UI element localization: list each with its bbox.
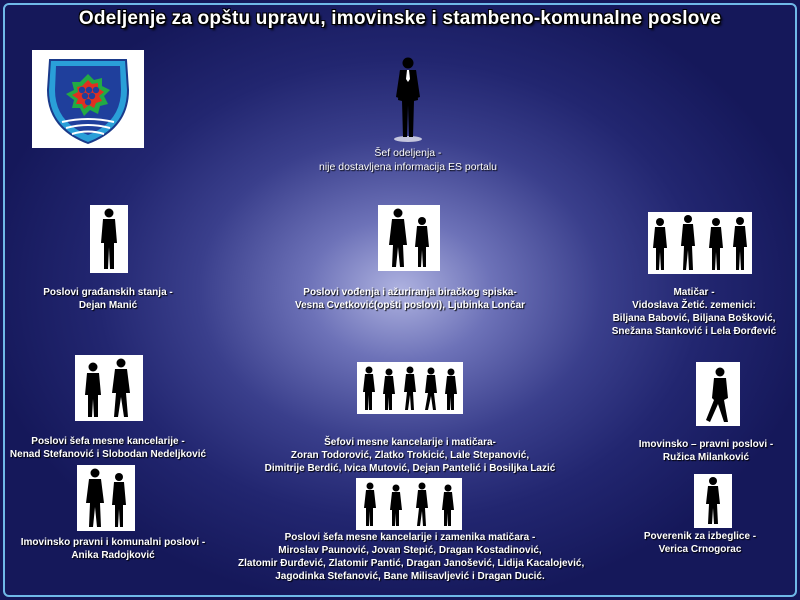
caption-line: Nenad Stefanović i Slobodan Nedeljković bbox=[9, 449, 207, 460]
caption-line: Poverenik za izbeglice - bbox=[643, 531, 757, 542]
two-people-silhouette-icon bbox=[378, 205, 440, 271]
four-people-silhouette-icon bbox=[356, 478, 462, 530]
caption-line: Poslovi građanskih stanja - bbox=[43, 287, 173, 298]
caption-line: Anika Radojković bbox=[71, 550, 155, 561]
unit-card-registrar bbox=[648, 212, 752, 274]
unit-card-civil-registry bbox=[90, 205, 128, 273]
caption-line: Imovinsko pravni i komunalni poslovi - bbox=[20, 537, 206, 548]
caption-line: Dejan Manić bbox=[78, 300, 138, 311]
caption-line: nije dostavljena informacija ES portalu bbox=[318, 161, 497, 173]
unit-card-local-office-deputy-registrar bbox=[356, 478, 462, 530]
municipal-coat-of-arms-icon bbox=[32, 50, 144, 148]
crest-card bbox=[32, 50, 144, 148]
caption-line: Poslovi šefa mesne kancelarije - bbox=[31, 436, 185, 447]
caption-line: Imovinsko – pravni poslovi - bbox=[638, 439, 774, 450]
unit-caption-voter-list bbox=[282, 286, 538, 312]
caption-line: Poslovi vođenja i ažuriranja biračkog spiska- bbox=[303, 287, 517, 298]
person-silhouette-icon bbox=[90, 205, 128, 273]
caption-line: Vesna Cvetković(opšti poslovi), Ljubinka Lončar bbox=[294, 300, 526, 311]
caption-line: Zoran Todorović, Zlatko Trokicić, Lale Stepanović, bbox=[290, 450, 530, 461]
caption-line: Dimitrije Berdić, Ivica Mutović, Dejan Pantelić i Bosiljka Lazić bbox=[264, 463, 556, 474]
chief-caption bbox=[270, 146, 546, 174]
unit-caption-property-legal bbox=[608, 438, 800, 464]
caption-line: Miroslav Paunović, Jovan Stepić, Dragan Kostadinović, bbox=[278, 545, 542, 556]
caption-line: Snežana Stanković i Lela Đorđević bbox=[611, 326, 777, 337]
caption-line: Verica Crnogorac bbox=[658, 544, 742, 555]
caption-line: Šef odeljenja - bbox=[374, 147, 442, 159]
unit-caption-registrar bbox=[590, 286, 798, 338]
department-title: Odeljenje za opštu upravu, imovinske i stambeno-komunalne poslove bbox=[78, 8, 722, 29]
unit-caption-refugee-commissioner bbox=[612, 530, 788, 556]
unit-card-property-legal bbox=[696, 362, 740, 426]
caption-line: Vidoslava Žetić. zemenici: bbox=[632, 300, 756, 311]
five-people-silhouette-icon bbox=[357, 362, 463, 414]
unit-caption-local-office-head bbox=[4, 435, 212, 461]
unit-card-refugee-commissioner bbox=[694, 474, 732, 528]
unit-card-local-office-heads-registrars bbox=[357, 362, 463, 414]
caption-line: Jagodinka Stefanović, Bane Milisavljević i Dragan Ducić. bbox=[275, 571, 545, 582]
caption-line: Zlatomir Đurđević, Zlatomir Pantić, Dragan Janošević, Lidija Kacalojević, bbox=[238, 558, 585, 569]
caption-line: Matičar - bbox=[673, 287, 715, 298]
businessman-silhouette-icon bbox=[380, 55, 436, 143]
person-silhouette-icon bbox=[696, 362, 740, 426]
caption-line: Ružica Milanković bbox=[662, 452, 750, 463]
chief-figure bbox=[380, 55, 436, 143]
four-people-silhouette-icon bbox=[648, 212, 752, 274]
unit-caption-property-communal bbox=[8, 536, 218, 562]
two-people-silhouette-icon bbox=[77, 465, 135, 531]
unit-card-voter-list bbox=[378, 205, 440, 271]
unit-caption-local-office-heads-registrars bbox=[262, 436, 558, 475]
person-silhouette-icon bbox=[694, 474, 732, 528]
two-people-silhouette-icon bbox=[75, 355, 143, 421]
unit-caption-local-office-deputy-registrar bbox=[238, 531, 585, 583]
unit-card-property-communal bbox=[77, 465, 135, 531]
caption-line: Poslovi šefa mesne kancelarije i zamenika matičara - bbox=[284, 532, 536, 543]
unit-caption-civil-registry bbox=[8, 286, 208, 312]
caption-line: Šefovi mesne kancelarije i matičara- bbox=[324, 437, 496, 448]
unit-card-local-office-head bbox=[75, 355, 143, 421]
caption-line: Biljana Babović, Biljana Bošković, bbox=[612, 313, 776, 324]
